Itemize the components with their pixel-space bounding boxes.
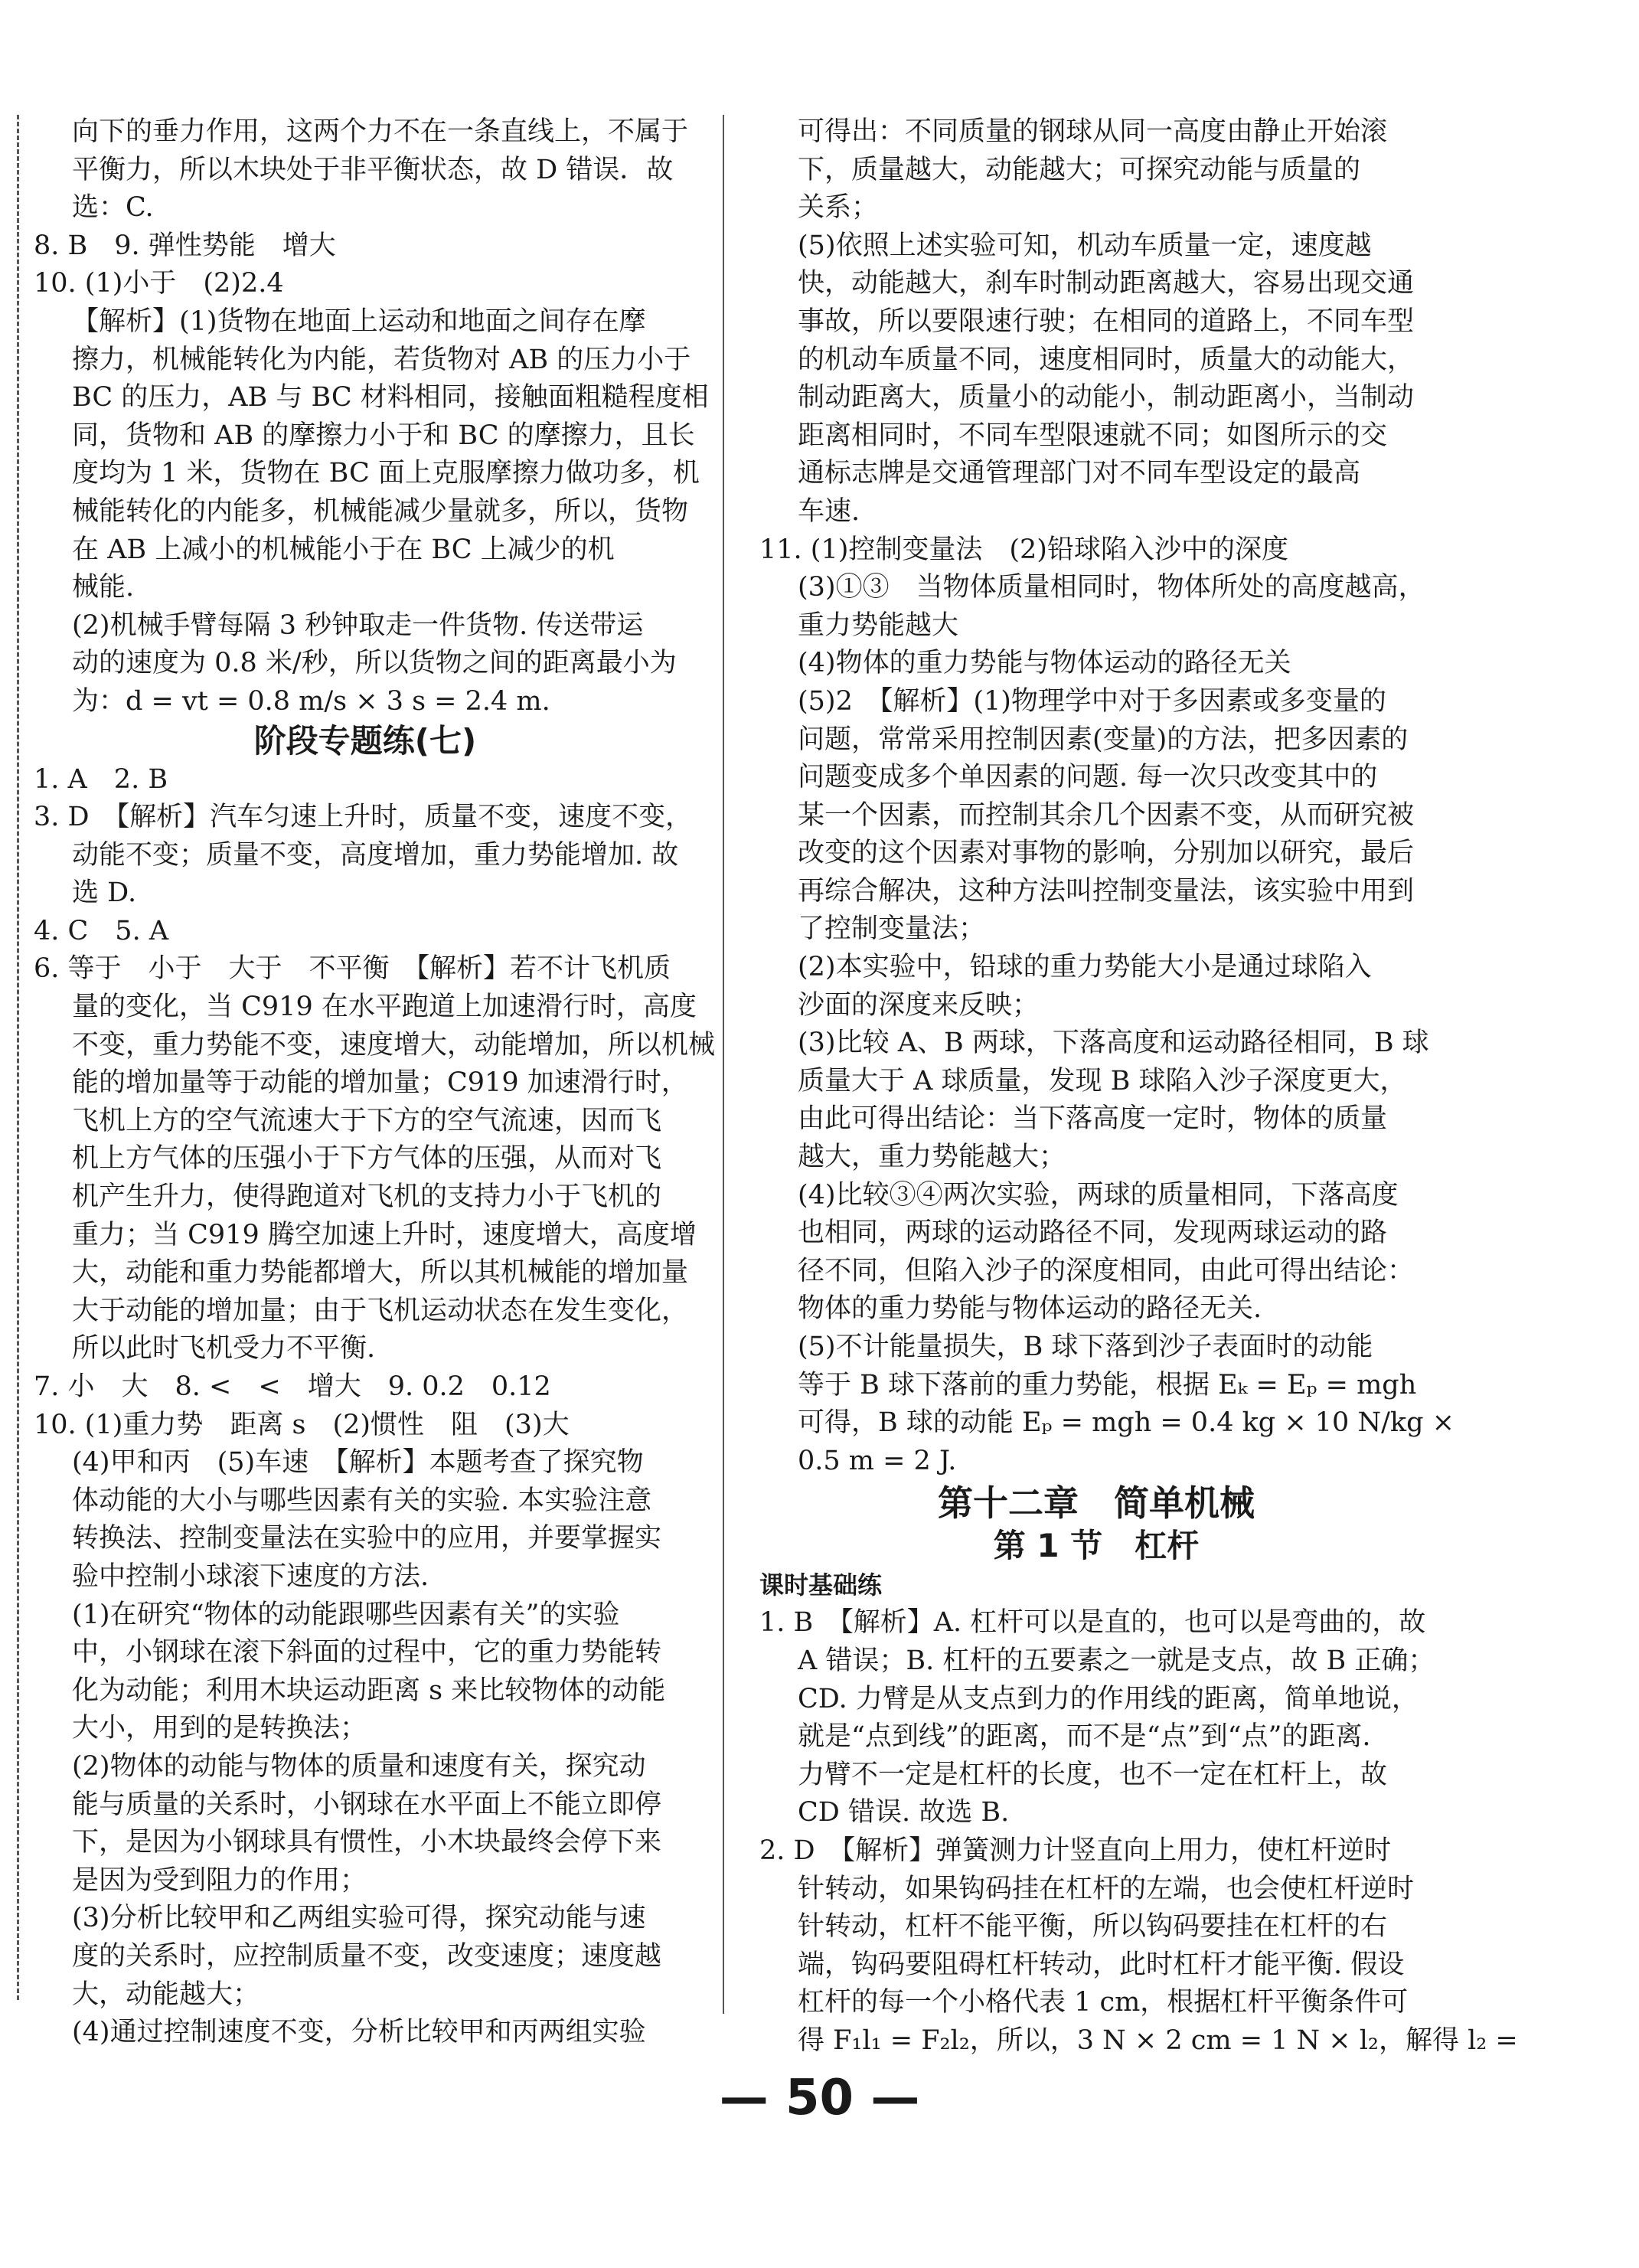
right-column [759,113,1518,2060]
text-line: 径不同，但陷入沙子的深度相同，由此可得出结论： [798,1255,1415,1286]
text-line: 重力势能越大 [798,609,959,641]
text-line: 问题变成多个单因素的问题. 每一次只改变其中的 [798,762,1378,793]
text-line: 针转动，杠杆不能平衡，所以钩码要挂在杠杆的右 [798,1911,1388,1943]
text-line: 为：d = vt = 0.8 m/s × 3 s = 2.4 m. [72,685,550,717]
text-line: 不变，重力势能不变，速度增大，动能增加，所以机械 [72,1029,716,1060]
text-line: 8. B 9. 弹性势能 增大 [34,230,336,261]
text-line: CD. 力臂是从支点到力的作用线的距离，简单地说， [798,1683,1419,1714]
text-line: 改变的这个因素对事物的影响，分别加以研究，最后 [798,838,1415,869]
text-line: (2)机械手臂每隔 3 秒钟取走一件货物. 传送带运 [72,609,644,641]
text-line: 能的增加量等于动能的增加量；C919 加速滑行时， [72,1067,688,1099]
text-line: 0.5 m = 2 J. [798,1445,957,1476]
text-line: A 错误；B. 杠杆的五要素之一就是支点，故 B 正确； [798,1645,1435,1676]
text-line: 飞机上方的空气流速大于下方的空气流速，因而飞 [72,1105,662,1136]
text-line: 在 AB 上减小的机械能小于在 BC 上减少的机 [72,534,615,565]
text-line: 下，质量越大，动能越大；可探究动能与质量的 [798,154,1361,185]
text-line: 可得出：不同质量的钢球从同一高度由静止开始滚 [798,116,1388,147]
text-line: 制动距离大，质量小的动能小，制动距离小，当制动 [798,382,1415,413]
text-line: (3)①③ 当物体质量相同时，物体所处的高度越高， [798,572,1425,603]
text-line: 可得，B 球的动能 Eₚ = mgh = 0.4 kg × 10 N/kg × [798,1407,1455,1439]
text-line: 大于动能的增加量；由于飞机运动状态在发生变化， [72,1295,689,1326]
text-line: 杠杆的每一个小格代表 1 cm，根据杠杆平衡条件可 [798,1987,1409,2018]
text-line: 1. A 2. B [34,763,168,795]
text-line: 距离相同时，不同车型限速就不同；如图所示的交 [798,420,1388,451]
text-line: 3. D 【解析】汽车匀速上升时，质量不变，速度不变， [34,802,693,833]
text-line: 选 D. [72,877,137,909]
text-line: (3)分析比较甲和乙两组实验可得，探究动能与速 [72,1903,646,1934]
text-line: 的机动车质量不同，速度相同时，质量大的动能大， [798,344,1415,375]
column-divider [723,115,724,2014]
text-line: 转换法、控制变量法在实验中的应用，并要掌握实 [72,1523,662,1554]
text-line: 由此可得出结论：当下落高度一定时，物体的质量 [798,1103,1388,1135]
text-line: 体动能的大小与哪些因素有关的实验. 本实验注意 [72,1485,652,1516]
text-line: 越大，重力势能越大； [798,1142,1066,1173]
text-line: 化为动能；利用木块运动距离 s 来比较物体的动能 [72,1675,666,1706]
text-line: 沙面的深度来反映； [798,989,1040,1021]
text-line: 端，钩码要阻碍杠杆转动，此时杠杆才能平衡. 假设 [798,1949,1405,1980]
section-heading: 第 1 节 杠杆 [993,1527,1200,1565]
text-line: 质量大于 A 球质量，发现 B 球陷入沙子深度更大， [798,1065,1407,1096]
text-line: 11. (1)控制变量法 (2)铅球陷入沙中的深度 [759,534,1288,565]
text-line: (4)比较③④两次实验，两球的质量相同，下落高度 [798,1179,1399,1211]
text-line: 就是“点到线”的距离，而不是“点”到“点”的距离. [798,1721,1371,1753]
text-line: (5)不计能量损失，B 球下落到沙子表面时的动能 [798,1332,1373,1362]
text-line: (4)甲和丙 (5)车速 【解析】本题考查了探究物 [72,1447,644,1479]
text-line: 重力；当 C919 腾空加速上升时，速度增大，高度增 [72,1219,697,1250]
text-line: 能与质量的关系时，小钢球在水平面上不能立即停 [72,1789,662,1820]
section-heading: 第十二章 简单机械 [938,1482,1255,1525]
text-line: 针转动，如果钩码挂在杠杆的左端，也会使杠杆逆时 [798,1873,1415,1904]
text-line: (4)物体的重力势能与物体运动的路径无关 [798,648,1291,679]
text-line: 大小，用到的是转换法； [72,1713,367,1744]
text-line: 6. 等于 小于 大于 不平衡 【解析】若不计飞机质 [34,953,671,985]
text-line: 同，货物和 AB 的摩擦力小于和 BC 的摩擦力，且长 [72,420,695,451]
text-line: 所以此时飞机受力不平衡. [72,1333,376,1364]
text-line: 械能转化的内能多，机械能减少量就多，所以，货物 [72,495,689,527]
section-heading: 阶段专题练(七) [253,721,477,760]
text-line: (2)本实验中，铅球的重力势能大小是通过球陷入 [798,952,1372,983]
text-line: 中，小钢球在滚下斜面的过程中，它的重力势能转 [72,1637,662,1668]
text-line: 也相同，两球的运动路径不同，发现两球运动的路 [798,1217,1388,1249]
text-line: (5)2 【解析】(1)物理学中对于多因素或多变量的 [798,685,1386,717]
text-line: 事故，所以要限速行驶；在相同的道路上，不同车型 [798,306,1415,337]
text-line: 再综合解决，这种方法叫控制变量法，该实验中用到 [798,875,1415,907]
text-line: 得 F₁l₁ = F₂l₂，所以，3 N × 2 cm = 1 N × l₂，解得 l₂ = [798,2025,1518,2056]
text-line: (3)比较 A、B 两球，下落高度和运动路径相同，B 球 [798,1028,1429,1059]
text-line: 验中控制小球滚下速度的方法. [72,1560,429,1592]
text-line: 擦力，机械能转化为内能，若货物对 AB 的压力小于 [72,344,691,375]
text-line: 了控制变量法； [798,913,986,945]
text-line: 等于 B 球下落前的重力势能，根据 Eₖ = Eₚ = mgh [798,1369,1417,1400]
text-line: 度均为 1 米，货物在 BC 面上克服摩擦力做功多，机 [72,458,700,489]
text-line: 向下的垂力作用，这两个力不在一条直线上，不属于 [72,116,689,147]
text-line: 车速. [798,495,860,527]
text-line: 7. 小 大 8. < < 增大 9. 0.2 0.12 [34,1371,551,1402]
page-number: — 50 — [719,2070,920,2126]
text-line: 是因为受到阻力的作用； [72,1864,367,1896]
text-line: 【解析】(1)货物在地面上运动和地面之间存在摩 [72,306,646,337]
text-line: 4. C 5. A [34,915,169,946]
subsection-heading: 课时基础练 [759,1570,883,1600]
text-line: (1)在研究“物体的动能跟哪些因素有关”的实验 [72,1599,620,1630]
left-margin-rule [17,115,19,2000]
text-line: 某一个因素，而控制其余几个因素不变，从而研究被 [798,799,1415,831]
text-line: (4)通过控制速度不变，分析比较甲和丙两组实验 [72,2017,646,2048]
text-line: 快，动能越大，刹车时制动距离越大，容易出现交通 [798,268,1415,299]
text-line: BC 的压力，AB 与 BC 材料相同，接触面粗糙程度相 [72,382,709,413]
text-line: 机上方气体的压强小于下方气体的压强，从而对飞 [72,1143,662,1175]
text-line: 问题，常常采用控制因素(变量)的方法，把多因素的 [798,724,1409,755]
text-line: 大，动能和重力势能都增大，所以其机械能的增加量 [72,1257,689,1289]
text-line: 选：C. [72,192,154,224]
text-line: 机产生升力，使得跑道对飞机的支持力小于飞机的 [72,1181,662,1213]
text-line: CD 错误. 故选 B. [798,1797,1010,1828]
text-line: (5)依照上述实验可知，机动车质量一定，速度越 [798,230,1372,261]
left-column [34,113,716,2052]
text-line: 10. (1)重力势 距离 s (2)惯性 阻 (3)大 [34,1409,570,1440]
text-line: 物体的重力势能与物体运动的路径无关. [798,1293,1262,1325]
text-line: 大，动能越大； [72,1979,260,2010]
text-line: 量的变化，当 C919 在水平跑道上加速滑行时，高度 [72,992,697,1023]
text-line: 10. (1)小于 (2)2.4 [34,268,284,299]
text-line: 1. B 【解析】A. 杠杆可以是直的，也可以是弯曲的，故 [759,1607,1426,1639]
text-line: 度的关系时，应控制质量不变，改变速度；速度越 [72,1940,662,1972]
text-line: 动的速度为 0.8 米/秒，所以货物之间的距离最小为 [72,648,677,679]
text-line: 力臂不一定是杠杆的长度，也不一定在杠杆上，故 [798,1759,1388,1790]
text-line: (2)物体的动能与物体的质量和速度有关，探究动 [72,1750,646,1782]
text-line: 通标志牌是交通管理部门对不同车型设定的最高 [798,458,1361,489]
text-line: 下，是因为小钢球具有惯性，小木块最终会停下来 [72,1827,662,1858]
text-line: 2. D 【解析】弹簧测力计竖直向上用力，使杠杆逆时 [759,1835,1392,1866]
text-line: 动能不变；质量不变，高度增加，重力势能增加. 故 [72,839,679,871]
text-line: 关系； [798,192,879,224]
text-line: 械能. [72,572,135,603]
text-line: 平衡力，所以木块处于非平衡状态，故 D 错误．故 [72,154,674,185]
